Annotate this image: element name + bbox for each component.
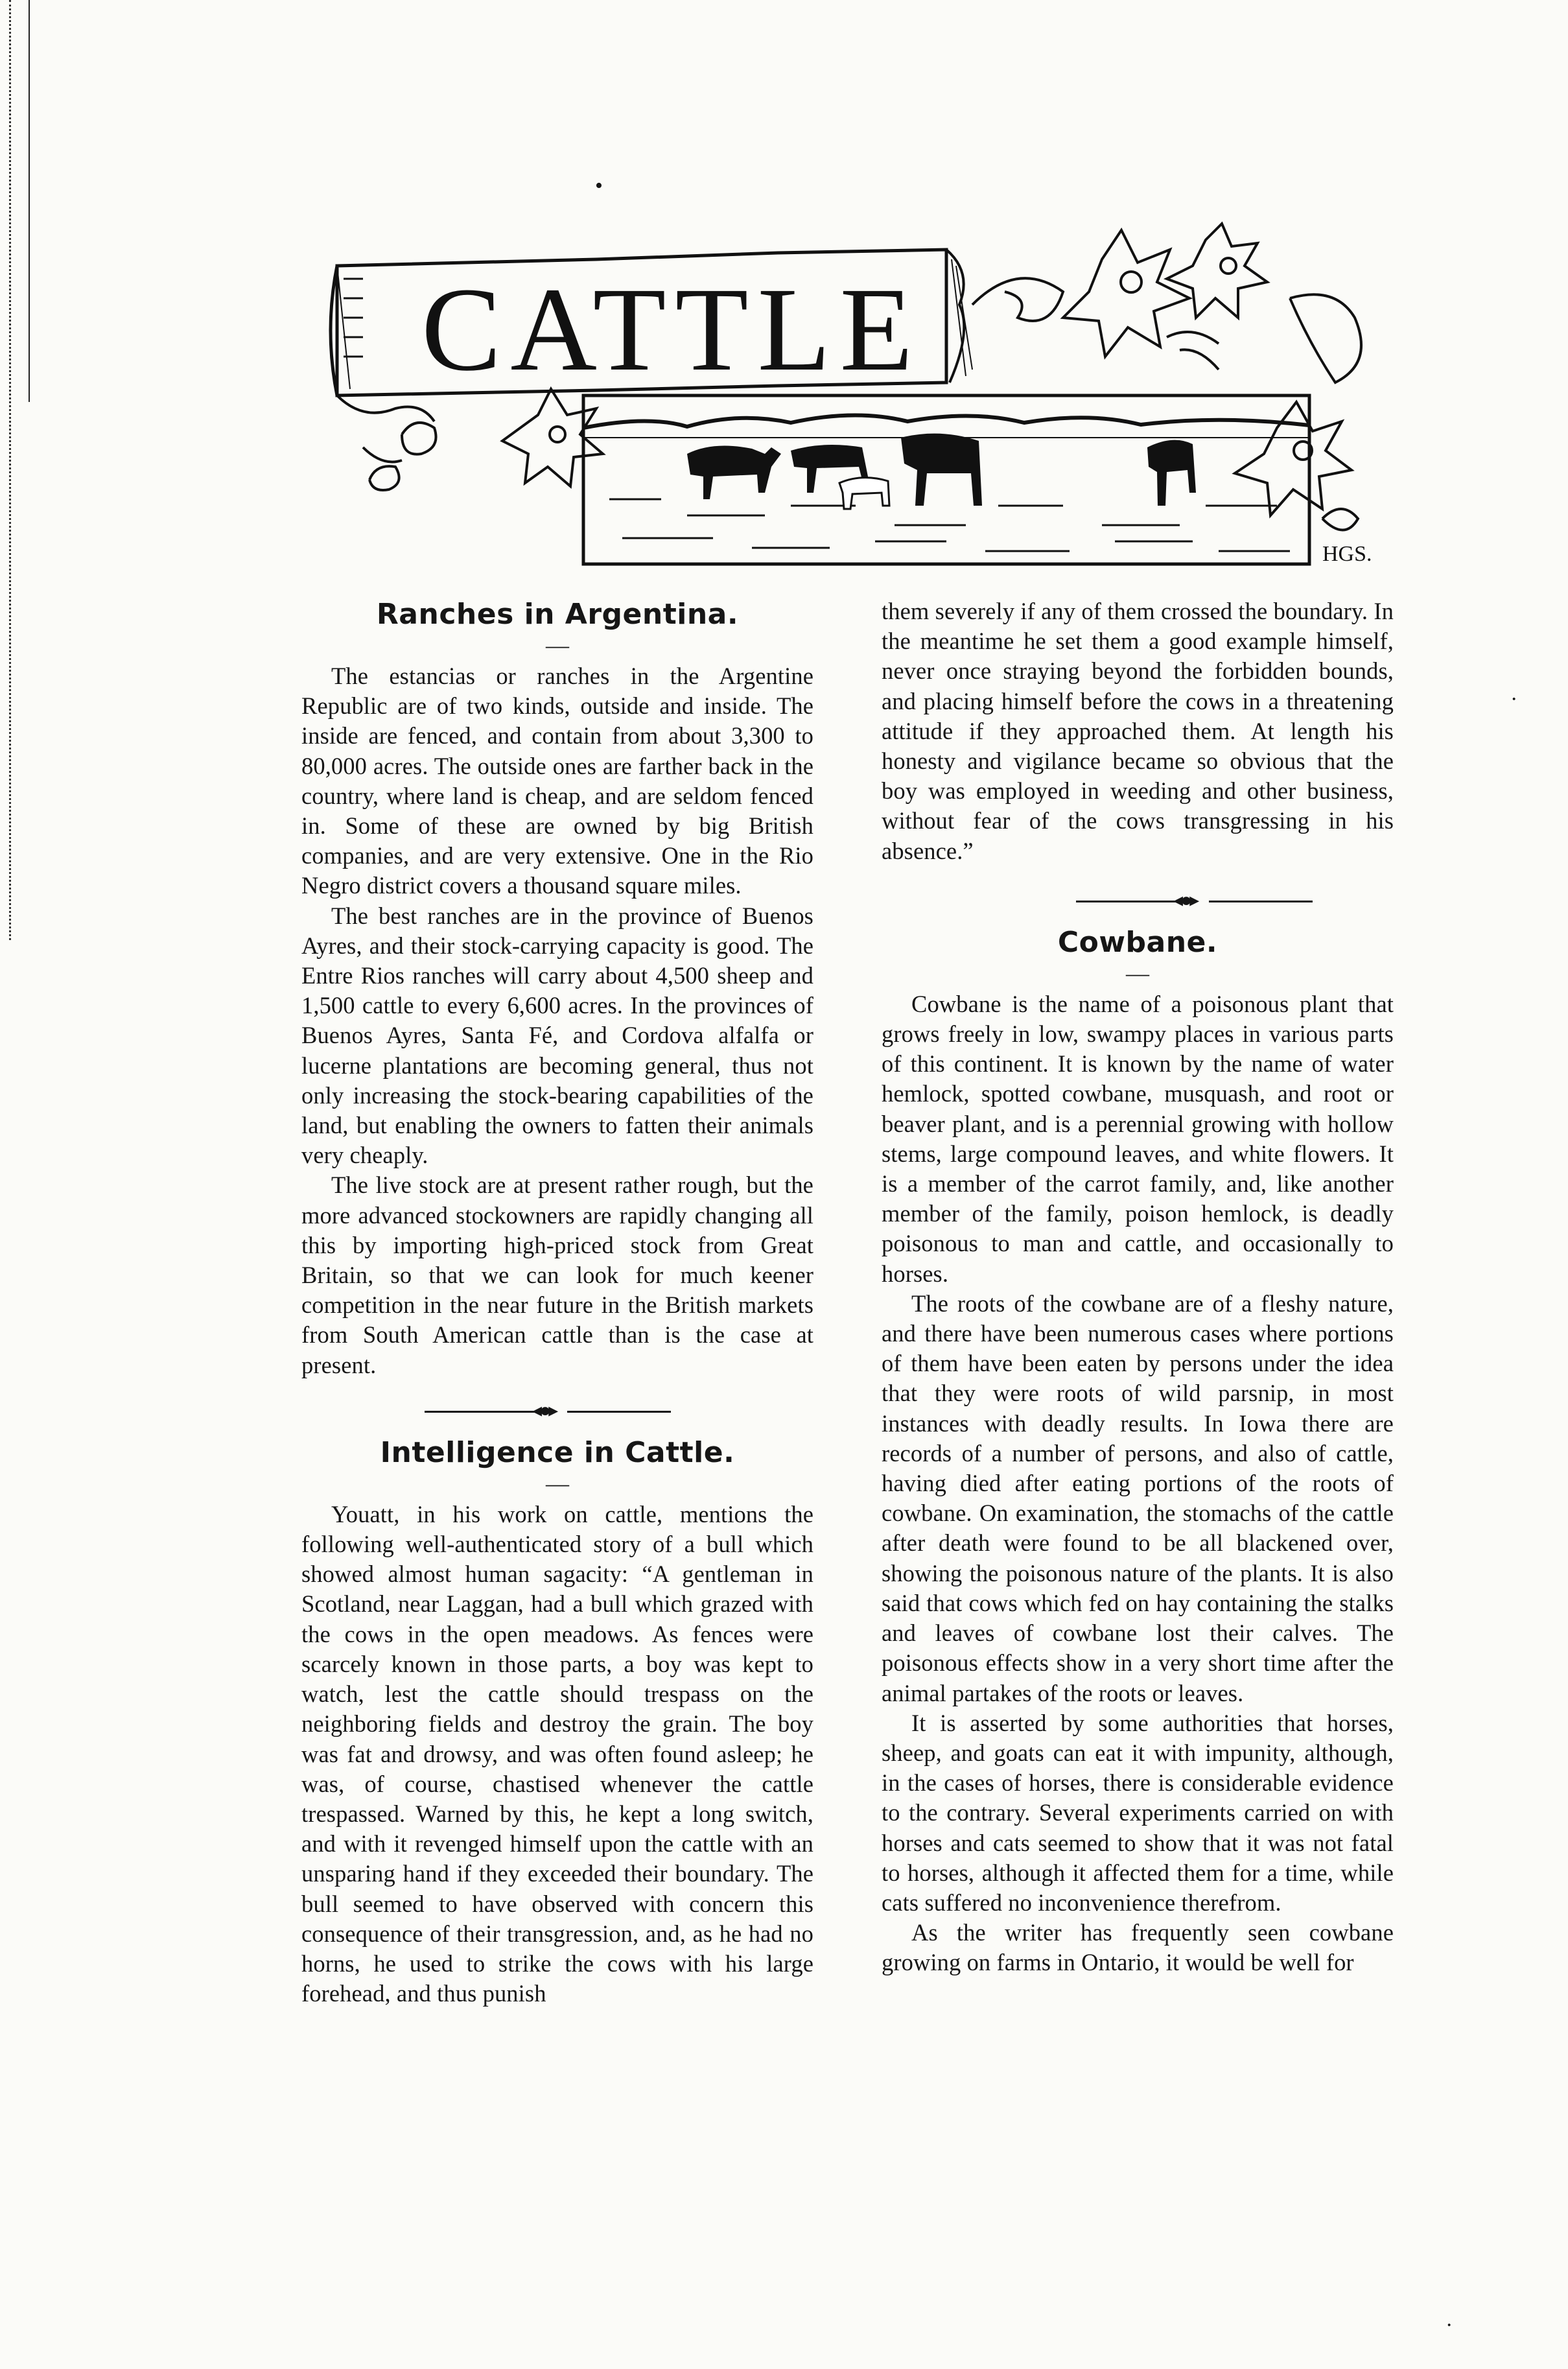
article-paragraph: As the writer has frequently seen cowbane growing on farms in Ontario, it would be well for [882,1919,1394,1976]
section-divider: ◂●▸ [301,1392,813,1431]
section-divider: ◂●▸ [882,882,1394,921]
article-title: Ranches in Argentina. [376,598,739,631]
cattle-banner [324,220,1394,571]
banner-credit: HGS. [1322,542,1372,566]
right-column [882,596,1394,1978]
page-binding-edge [9,0,14,940]
article-title: Intelligence in Cattle. [380,1435,735,1469]
title-dash: — [546,1470,569,1496]
left-column [301,596,813,2009]
print-speck: · [1510,687,1518,711]
article-ranches-in-argentina [301,596,813,1380]
article-intelligence-in-cattle [301,1435,813,2009]
article-paragraph: The estancias or ranches in the Argentine Republic are of two kinds, outside and inside. The inside are fenced, and contain from about 3,300 to 80,000 acres. The outside ones are farther back in the country, where land is cheap, and are seldom fenced in. Some of these are owned by big British companies, and are very extensive. One in the Rio Negro district covers a thousand square miles. [301,663,813,899]
title-dash: — [546,632,569,658]
banner-title: CATTLE [421,263,922,396]
article-cowbane [882,925,1394,1978]
article-paragraph: The live stock are at present rather rough, but the more advanced stockowners are rapidly changing all this by importing high-priced stock from Great Britain, so that we can look for much keener competition in the near future in the British markets from South American cattle than is the case at present. [301,1172,813,1378]
article-paragraph: It is asserted by some authorities that horses, sheep, and goats can eat it with impunity, although, in the cases of horses, there is considerable evidence to the contrary. Several experiments carried on with horses and cats seemed to show that it was not fatal to horses, although it affected them for a time, while cats suffered no inconvenience therefrom. [882,1709,1394,1916]
print-speck: · [1445,2313,1453,2337]
article-paragraph: Youatt, in his work on cattle, mentions the following well-authenticated story of a bull which showed almost human sagacity: “A gentleman in Scotland, near Laggan, had a bull which grazed with the cows in the open meadows. As fences were scarcely known in those parts, a boy was kept to watch, lest the cattle should trespass on the neighboring fields and destroy the grain. The boy was fat and drowsy, and was often found asleep; he was, of course, chastised whenever the cattle trespassed. Warned by this, he kept a long switch, and with it revenged himself upon the cattle with an unsparing hand if they exceeded their boundary. The bull seemed to have observed with concern this consequence of their transgression, and, as he had no horns, he used to strike the cows with his large forehead, and thus punish [301,1500,813,2007]
article-continuation: them severely if any of them crossed the boundary. In the meantime he set them a good example himself, never once straying beyond the forbidden bounds, and placing himself before the cows in a threatening attitude if they approached them. At length his honesty and vigilance became so obvious that the boy was employed in weeding and other business, without fear of the cows transgressing in his absence.” [882,598,1394,864]
article-paragraph: Cowbane is the name of a poisonous plant that grows freely in low, swampy places in various parts of this continent. It is known by the name of water hemlock, spotted cowbane, musquash, and root or beaver plant, and is a perennial growing with hollow stems, large compound leaves, and white flowers. It is a member of the carrot family, and, like another member of the family, poison hemlock, is deadly poisonous to man and cattle, and occasionally to horses. [882,990,1394,1287]
page-binding-line [29,0,31,402]
article-paragraph: The roots of the cowbane are of a fleshy nature, and there have been numerous cases where portions of them have been eaten by persons under the idea that they were roots of wild parsnip, in most instances with deadly results. In Iowa there are records of a number of persons, and also of cattle, having died after eating portions of the roots of cowbane. On examination, the stomachs of the cattle after death were found to be all blackened over, showing the poisonous nature of the plants. It is also said that cows which fed on hay containing the stalks and leaves of cowbane lost their calves. The poisonous effects show in a very short time after the animal partakes of the roots or leaves. [882,1290,1394,1706]
print-speck: • [595,174,603,198]
title-dash: — [1126,960,1149,986]
article-title: Cowbane. [1057,925,1218,959]
article-paragraph: The best ranches are in the province of Buenos Ayres, and their stock-carrying capacity is good. The Entre Rios ranches will carry about 4,500 sheep and 1,500 cattle to every 6,600 acres. In the provinces of Buenos Ayres, Santa Fé, and Cordova alfalfa or lucerne plantations are becoming general, thus not only increasing the stock-bearing capabilities of the land, but enabling the owners to fatten their animals very cheaply. [301,902,813,1169]
